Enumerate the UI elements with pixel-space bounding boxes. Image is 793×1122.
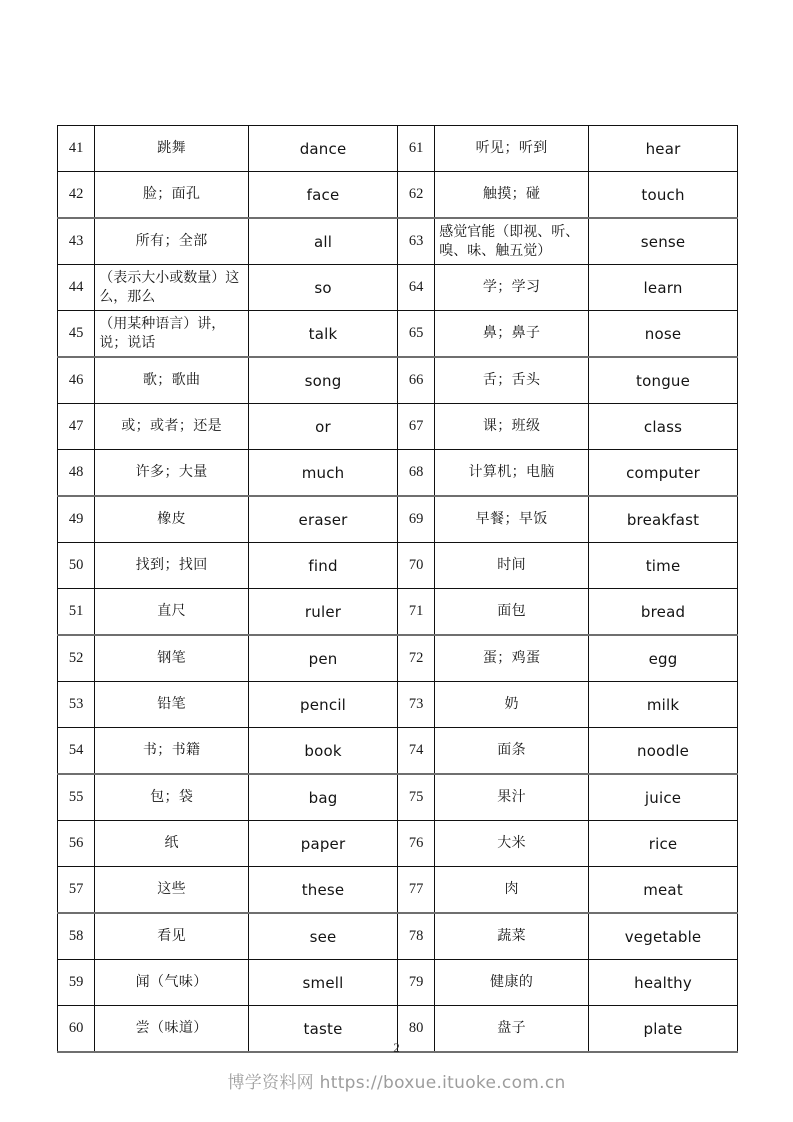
cell-chinese-gloss: 时间 [435,543,589,589]
cell-chinese-gloss: 闻（气味） [95,960,249,1006]
cell-index: 66 [397,357,434,404]
cell-index: 73 [397,682,434,728]
cell-index: 57 [58,867,95,914]
cell-index: 74 [397,728,434,775]
cell-index: 48 [58,450,95,497]
cell-english-word: nose [589,311,738,358]
cell-index: 78 [397,913,434,960]
cell-index: 61 [397,126,434,172]
cell-english-word: meat [589,867,738,914]
cell-chinese-gloss: 学；学习 [435,265,589,311]
cell-chinese-gloss: 跳舞 [95,126,249,172]
cell-chinese-gloss: 脸；面孔 [95,172,249,219]
cell-index: 44 [58,265,95,311]
cell-index: 77 [397,867,434,914]
cell-english-word: smell [249,960,398,1006]
cell-english-word: time [589,543,738,589]
cell-index: 53 [58,682,95,728]
cell-index: 41 [58,126,95,172]
cell-chinese-gloss: 面条 [435,728,589,775]
watermark-site-name: 博学资料网 [227,1073,314,1093]
cell-chinese-gloss: 看见 [95,913,249,960]
cell-chinese-gloss: 感觉官能（即视、听、嗅、味、触五觉） [435,218,589,265]
cell-index: 63 [397,218,434,265]
cell-english-word: noodle [589,728,738,775]
table-row [58,821,738,867]
cell-english-word: learn [589,265,738,311]
cell-chinese-gloss: 直尺 [95,589,249,636]
table-row [58,218,738,265]
cell-chinese-gloss: 大米 [435,821,589,867]
cell-index: 67 [397,404,434,450]
cell-chinese-gloss: 课；班级 [435,404,589,450]
cell-chinese-gloss: 触摸；碰 [435,172,589,219]
cell-index: 70 [397,543,434,589]
cell-english-word: ruler [249,589,398,636]
cell-index: 64 [397,265,434,311]
cell-chinese-gloss: 歌；歌曲 [95,357,249,404]
cell-index: 68 [397,450,434,497]
cell-chinese-gloss: 计算机；电脑 [435,450,589,497]
table-row [58,311,738,358]
cell-chinese-gloss: 书；书籍 [95,728,249,775]
cell-english-word: pencil [249,682,398,728]
table-row [58,543,738,589]
cell-chinese-gloss: 舌；舌头 [435,357,589,404]
cell-index: 69 [397,496,434,543]
cell-index: 75 [397,774,434,821]
table-row [58,126,738,172]
cell-english-word: sense [589,218,738,265]
cell-chinese-gloss: 盘子 [435,1006,589,1053]
cell-chinese-gloss: 听见；听到 [435,126,589,172]
cell-chinese-gloss: （用某种语言）讲，说；说话 [95,311,249,358]
table-row [58,867,738,914]
cell-english-word: taste [249,1006,398,1053]
cell-chinese-gloss: 鼻；鼻子 [435,311,589,358]
cell-chinese-gloss: 或；或者；还是 [95,404,249,450]
cell-english-word: see [249,913,398,960]
table-row [58,774,738,821]
cell-english-word: dance [249,126,398,172]
cell-english-word: juice [589,774,738,821]
table-row [58,960,738,1006]
cell-index: 71 [397,589,434,636]
cell-index: 42 [58,172,95,219]
cell-english-word: tongue [589,357,738,404]
cell-chinese-gloss: 找到；找回 [95,543,249,589]
cell-index: 54 [58,728,95,775]
cell-english-word: or [249,404,398,450]
cell-index: 46 [58,357,95,404]
cell-english-word: these [249,867,398,914]
cell-english-word: healthy [589,960,738,1006]
cell-chinese-gloss: 许多；大量 [95,450,249,497]
cell-index: 65 [397,311,434,358]
cell-index: 58 [58,913,95,960]
cell-english-word: find [249,543,398,589]
table-row [58,682,738,728]
cell-chinese-gloss: 这些 [95,867,249,914]
table-row [58,404,738,450]
cell-chinese-gloss: 蔬菜 [435,913,589,960]
cell-chinese-gloss: 尝（味道） [95,1006,249,1053]
page-number: 2 [393,1040,400,1055]
cell-chinese-gloss: 橡皮 [95,496,249,543]
cell-index: 50 [58,543,95,589]
table-row [58,265,738,311]
table-row [58,589,738,636]
cell-english-word: all [249,218,398,265]
cell-english-word: vegetable [589,913,738,960]
watermark-url: https://boxue.ituoke.com.cn [319,1073,566,1093]
cell-english-word: touch [589,172,738,219]
cell-chinese-gloss: 奶 [435,682,589,728]
cell-chinese-gloss: （表示大小或数量）这么，那么 [95,265,249,311]
cell-english-word: pen [249,635,398,682]
vocabulary-table-container [57,125,738,1053]
cell-chinese-gloss: 纸 [95,821,249,867]
cell-chinese-gloss: 健康的 [435,960,589,1006]
cell-index: 60 [58,1006,95,1053]
cell-english-word: so [249,265,398,311]
vocabulary-table [57,125,738,1053]
cell-index: 45 [58,311,95,358]
cell-chinese-gloss: 包；袋 [95,774,249,821]
cell-index: 56 [58,821,95,867]
cell-index: 43 [58,218,95,265]
cell-english-word: bag [249,774,398,821]
cell-index: 51 [58,589,95,636]
cell-english-word: face [249,172,398,219]
cell-index: 55 [58,774,95,821]
table-row [58,496,738,543]
cell-english-word: eraser [249,496,398,543]
cell-index: 59 [58,960,95,1006]
table-row [58,172,738,219]
cell-english-word: hear [589,126,738,172]
cell-chinese-gloss: 面包 [435,589,589,636]
cell-index: 80 [397,1006,434,1053]
cell-english-word: milk [589,682,738,728]
cell-index: 52 [58,635,95,682]
cell-index: 49 [58,496,95,543]
watermark [0,1068,793,1093]
cell-english-word: song [249,357,398,404]
cell-index: 47 [58,404,95,450]
cell-english-word: bread [589,589,738,636]
cell-english-word: paper [249,821,398,867]
cell-chinese-gloss: 果汁 [435,774,589,821]
cell-english-word: plate [589,1006,738,1053]
cell-chinese-gloss: 所有；全部 [95,218,249,265]
cell-chinese-gloss: 早餐；早饭 [435,496,589,543]
table-row [58,357,738,404]
cell-english-word: talk [249,311,398,358]
cell-index: 76 [397,821,434,867]
cell-english-word: rice [589,821,738,867]
table-row [58,450,738,497]
table-row [58,913,738,960]
cell-index: 62 [397,172,434,219]
cell-chinese-gloss: 蛋；鸡蛋 [435,635,589,682]
cell-chinese-gloss: 铅笔 [95,682,249,728]
cell-chinese-gloss: 钢笔 [95,635,249,682]
cell-english-word: breakfast [589,496,738,543]
table-row [58,728,738,775]
cell-index: 79 [397,960,434,1006]
cell-chinese-gloss: 肉 [435,867,589,914]
cell-english-word: computer [589,450,738,497]
vocabulary-table-body [58,126,738,1053]
cell-english-word: class [589,404,738,450]
cell-index: 72 [397,635,434,682]
cell-english-word: book [249,728,398,775]
table-row [58,635,738,682]
cell-english-word: much [249,450,398,497]
cell-english-word: egg [589,635,738,682]
